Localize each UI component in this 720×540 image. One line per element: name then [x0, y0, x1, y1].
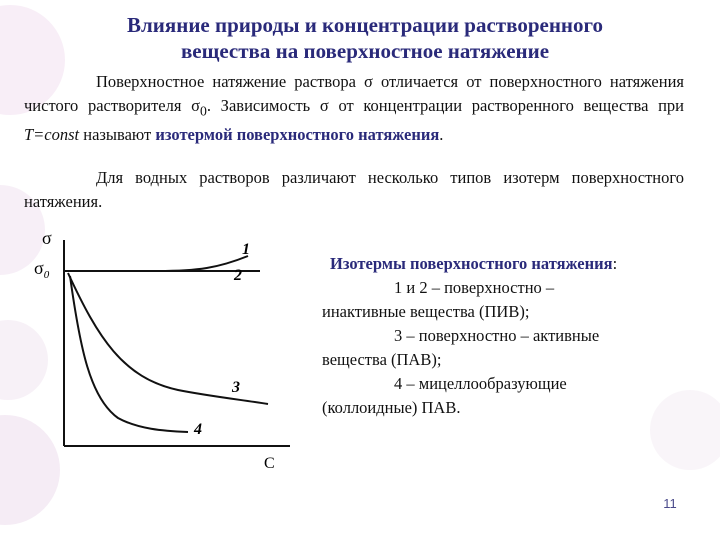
isotherm-term: изотермой поверхностного натяжения [155, 125, 440, 145]
legend-item-3a: 4 – мицеллообразующие [394, 374, 567, 393]
slide-title [40, 12, 690, 64]
types-text: Для водных растворов различают несколько типов изотерм поверхностного натяжения. [24, 168, 684, 211]
isotherm-chart [28, 228, 298, 478]
page-number: 11 [663, 496, 677, 511]
x-axis-label: C [264, 455, 275, 472]
title-line-2: вещества на поверхностное натяжение [180, 39, 550, 63]
intro-text-a: Поверхностное натяжение раствора σ отличается от поверхностного натяжения чистого растворителя σ [24, 72, 684, 115]
curve-label-1: 1 [242, 241, 250, 258]
legend-title-line [322, 252, 662, 276]
intro-text-c: называют [79, 125, 156, 145]
intro-text-b: . Зависимость σ от концентрации растворенного вещества при [206, 96, 684, 115]
intro-text-d: . [439, 125, 444, 145]
sigma0-label: $\sigma_0$ [34, 258, 50, 281]
curve-label-3: 3 [232, 379, 240, 396]
isotherm-svg [28, 228, 298, 478]
curve-1 [64, 256, 248, 271]
legend-colon: : [612, 254, 618, 273]
legend-item-2b: вещества (ПАВ); [322, 350, 442, 369]
legend-item-2a: 3 – поверхностно – активные [394, 326, 600, 345]
types-paragraph [24, 166, 684, 214]
curve-label-2: 2 [234, 267, 242, 284]
legend-title: Изотермы поверхностного натяжения [330, 254, 613, 273]
curve-4 [70, 276, 188, 432]
t-const: T=const [24, 125, 80, 145]
isotherm-legend [322, 252, 662, 420]
legend-item-1a: 1 и 2 – поверхностно – [394, 278, 555, 297]
intro-paragraph [24, 70, 684, 147]
curve-label-4: 4 [194, 421, 202, 438]
legend-item-3b: (коллоидные) ПАВ. [322, 398, 461, 417]
sigma-zero-subscript: 0 [200, 103, 207, 119]
legend-item-1b: инактивные вещества (ПИВ); [322, 302, 530, 321]
title-line-1: Влияние природы и концентрации растворенного [126, 13, 604, 37]
sigma-label: σ [42, 228, 52, 248]
